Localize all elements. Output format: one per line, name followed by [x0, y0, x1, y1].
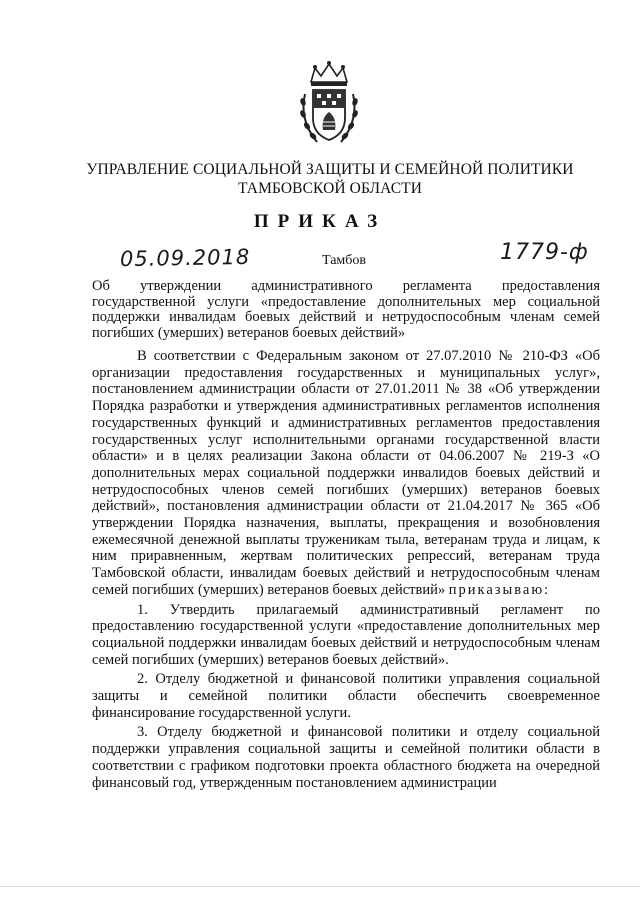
- handwritten-order-number: 1779-ф: [500, 240, 589, 265]
- order-item-1: 1. Утвердить прилагаемый административный регламент по предоставлению государственной услуги «предоставление дополнительных мер социальной поддержки инвалидам боевых действий и нетрудоспособным членам семей погибших (умерших) ветеранов боевых действий».: [92, 601, 600, 668]
- document-type-title: ПРИКАЗ: [253, 211, 387, 232]
- organization-name-line-1: УПРАВЛЕНИЕ СОЦИАЛЬНОЙ ЗАЩИТЫ И СЕМЕЙНОЙ ПОЛИТИКИ: [86, 161, 574, 178]
- order-word: приказываю:: [448, 581, 551, 598]
- order-item-3: 3. Отделу бюджетной и финансовой политики и отделу социальной поддержки управления социальной защиты и семейной политики области в соответствии с графиком подготовки проекта областного бюджета на очередной финансовый год, утвержденным постановлением администрации: [92, 724, 600, 791]
- preamble-text: В соответствии с Федеральным законом от 27.07.2010 № 210-ФЗ «Об организации предоставления государственных и муниципальных услуг», постановлением администрации области от 27.01.2011 № 38 «Об утверждении Порядка разработки и утверждения административных регламентов исполнения государственных функций и административных регламентов предоставления государственных услуг исполнительными органами государственной власти области» и в целях реализации Закона области от 04.06.2007 № 219-З «О дополнительных мерах социальной поддержки инвалидов боевых действий и нетрудоспособных членов семей погибших (умерших) ветеранов боевых действий», постановления администрации области от 21.04.2017 № 365 «Об утверждении Порядка назначения, выплаты, прекращения и возобновления ежемесячной денежной выплаты труженикам тыла, ветеранам труда и лицам, к ним приравненным, жертвам политических репрессий, ветеранам труда Тамбовской области, инвалидам боевых действий и нетрудоспособным членам семей погибших (умерших) ветеранов боевых действий»: [92, 348, 600, 598]
- organization-name-line-2: ТАМБОВСКОЙ ОБЛАСТИ: [238, 180, 422, 197]
- order-body: [92, 348, 600, 791]
- handwritten-date: 05.09.2018: [119, 244, 251, 272]
- order-subject: Об утверждении административного регламента предоставления государственной услуги «предоставление дополнительных мер социальной поддержки инвалидам боевых действий и нетрудоспособным членам семей погибших (умерших) ветеранов боевых действий»: [92, 278, 600, 341]
- scan-edge-divider: [0, 886, 640, 887]
- order-item-2: 2. Отделу бюджетной и финансовой политики управления социальной защиты и семейной политики области обеспечить своевременное финансирование государственной услуги.: [92, 671, 600, 721]
- preamble-paragraph: [92, 348, 600, 599]
- city-name: Тамбов: [322, 253, 367, 268]
- coat-of-arms-emblem-icon: [297, 60, 361, 148]
